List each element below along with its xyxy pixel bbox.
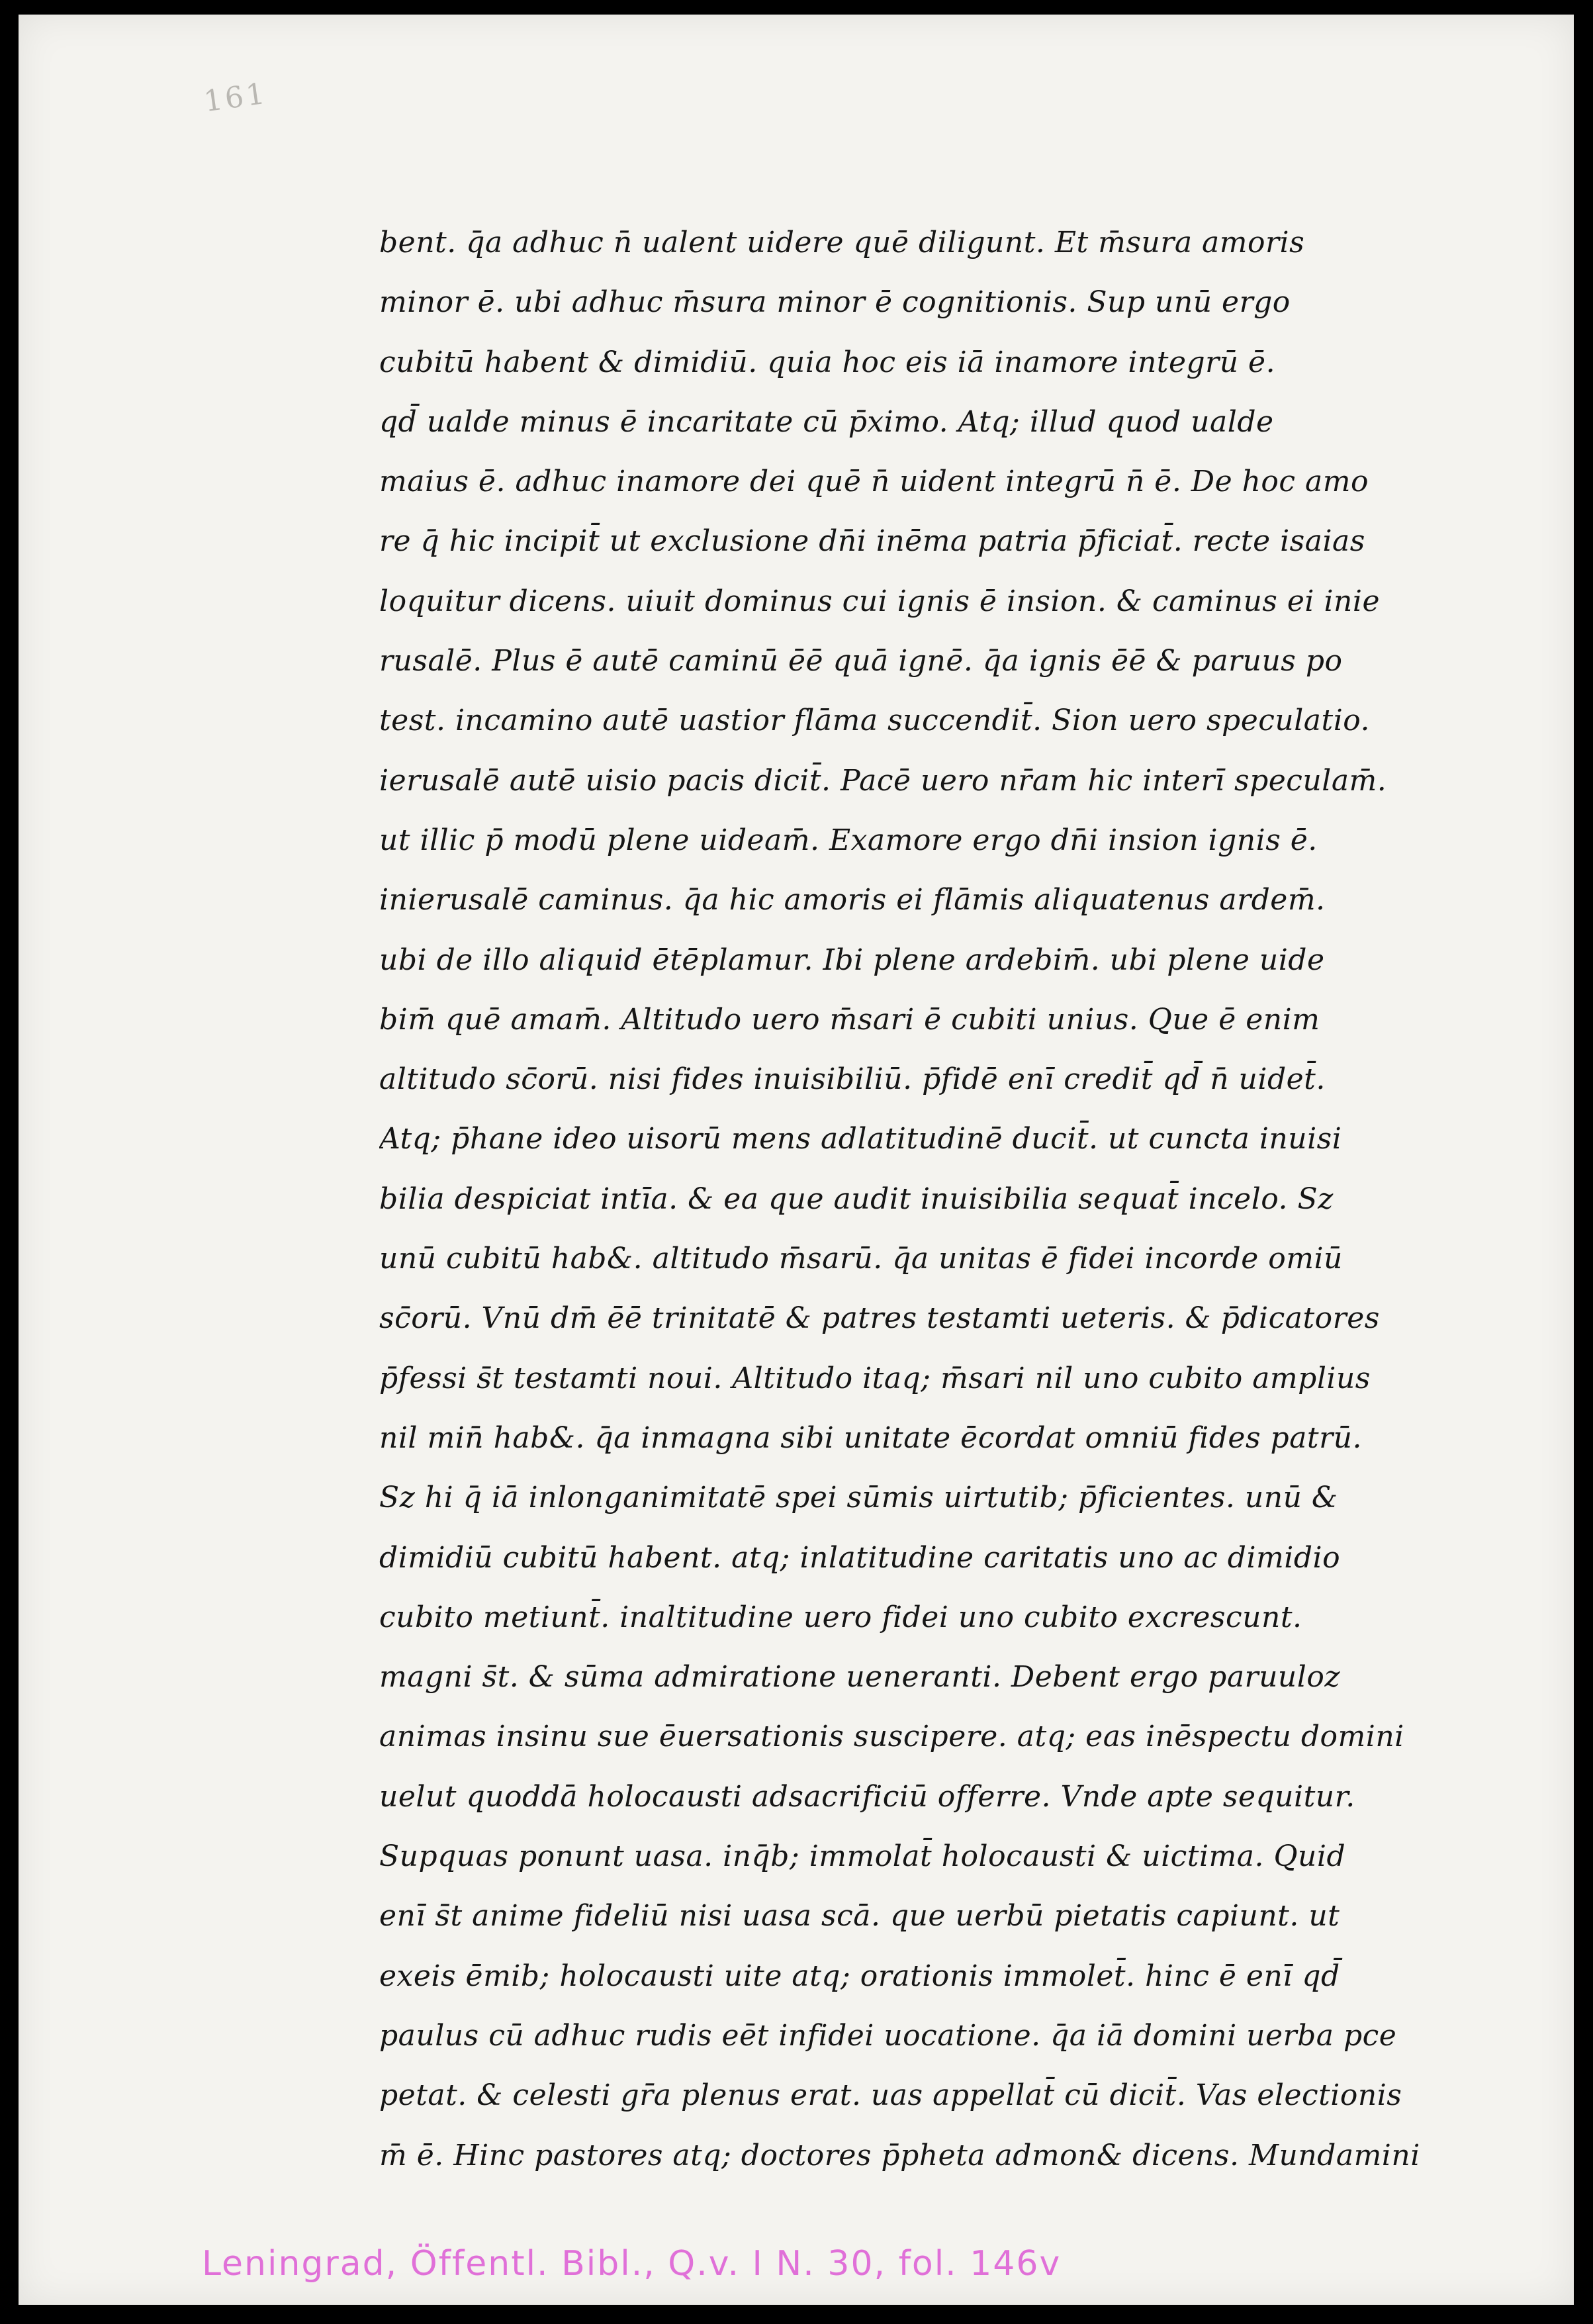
manuscript-line: m̄ ē. Hinc pastores atq; doctores p̄pheta admon& dicens. Mundamini <box>379 2138 1420 2172</box>
manuscript-line: Sz hi q̄ iā inlonganimitatē spei sūmis uirtutib; p̄ficientes. unū & <box>379 1481 1338 1515</box>
manuscript-line: re q̄ hic incipit̄ ut exclusione dn̄i inēma patria p̄ficiat̄. recte isaias <box>379 524 1365 559</box>
manuscript-line: bent. q̄a adhuc n̄ ualent uidere quē diligunt. Et m̄sura amoris <box>379 226 1305 259</box>
manuscript-line: cubitū habent & dimidiū. quia hoc eis iā inamore integrū ē. <box>379 345 1276 379</box>
manuscript-page <box>19 15 1574 2305</box>
manuscript-line: dimidiū cubitū habent. atq; inlatitudine caritatis uno ac dimidio <box>379 1540 1341 1575</box>
manuscript-line: rusalē. Plus ē autē caminū ēē quā ignē. q̄a ignis ēē & paruus po <box>379 644 1343 678</box>
manuscript-text-block <box>379 213 1544 2186</box>
manuscript-line: nil min̄ hab&. q̄a inmagna sibi unitate ēcordat omniū fides patrū. <box>379 1420 1362 1455</box>
manuscript-line: paulus cū adhuc rudis eēt infidei uocatione. q̄a iā domini uerba pce <box>379 2018 1397 2053</box>
archive-caption: Leningrad, Öffentl. Bibl., Q.v. I N. 30, fol. 146v <box>202 2244 1062 2284</box>
manuscript-line: loquitur dicens. uiuit dominus cui ignis ē insion. & caminus ei inie <box>379 584 1380 618</box>
manuscript-line: ierusalē autē uisio pacis dicit̄. Pacē uero nr̄am hic interī speculam̄. <box>379 763 1387 798</box>
manuscript-line: ubi de illo aliquid ētēplamur. Ibi plene ardebim̄. ubi plene uide <box>379 943 1325 977</box>
manuscript-line: ut illic p̄ modū plene uideam̄. Examore ergo dn̄i insion ignis ē. <box>379 823 1318 857</box>
manuscript-line: bim̄ quē amam̄. Altitudo uero m̄sari ē cubiti unius. Que ē enim <box>379 1002 1320 1037</box>
manuscript-line: petat. & celesti gr̄a plenus erat. uas appellat̄ cū dicit̄. Vas electionis <box>379 2078 1402 2113</box>
manuscript-line: exeis ēmib; holocausti uite atq; orationis immolet̄. hinc ē enī qd̄ <box>379 1959 1340 1993</box>
manuscript-line: qd̄ ualde minus ē incaritate cū p̄ximo. Atq; illud quod ualde <box>379 404 1274 439</box>
manuscript-line: unū cubitū hab&. altitudo m̄sarū. q̄a unitas ē fidei incorde omiū <box>379 1242 1343 1276</box>
manuscript-line: Supquas ponunt uasa. inq̄b; immolat̄ holocausti & uictima. Quid <box>379 1839 1346 1874</box>
manuscript-line: uelut quoddā holocausti adsacrificiū offerre. Vnde apte sequitur. <box>379 1779 1355 1814</box>
manuscript-line: enī s̄t anime fideliū nisi uasa scā. que uerbū pietatis capiunt. ut <box>379 1899 1340 1933</box>
manuscript-line: animas insinu sue ēuersationis suscipere. atq; eas inēspectu domini <box>379 1720 1404 1754</box>
manuscript-line: inierusalē caminus. q̄a hic amoris ei flāmis aliquatenus ardem̄. <box>379 883 1326 917</box>
manuscript-line: sc̄orū. Vnū dm̄ ēē trinitatē & patres testamti ueteris. & p̄dicatores <box>379 1301 1380 1336</box>
manuscript-line: test. incamino autē uastior flāma succendit̄. Sion uero speculatio. <box>379 704 1370 738</box>
manuscript-line: maius ē. adhuc inamore dei quē n̄ uident integrū n̄ ē. De hoc amo <box>379 465 1369 499</box>
manuscript-line: minor ē. ubi adhuc m̄sura minor ē cognitionis. Sup unū ergo <box>379 285 1291 320</box>
manuscript-line: altitudo sc̄orū. nisi fides inuisibiliū. p̄fidē enī credit̄ qd̄ n̄ uidet̄. <box>379 1062 1326 1097</box>
manuscript-line: p̄fessi s̄t testamti noui. Altitudo itaq; m̄sari nil uno cubito amplius <box>379 1361 1371 1395</box>
pencil-folio-mark: 161 <box>201 76 270 119</box>
manuscript-line: bilia despiciat intīa. & ea que audit inuisibilia sequat̄ incelo. Sz <box>379 1182 1334 1216</box>
manuscript-line: cubito metiunt̄. inaltitudine uero fidei uno cubito excrescunt. <box>379 1600 1302 1634</box>
manuscript-line: Atq; p̄hane ideo uisorū mens adlatitudinē ducit̄. ut cuncta inuisi <box>379 1122 1342 1156</box>
manuscript-line: magni s̄t. & sūma admiratione ueneranti. Debent ergo paruuloz <box>379 1660 1341 1695</box>
